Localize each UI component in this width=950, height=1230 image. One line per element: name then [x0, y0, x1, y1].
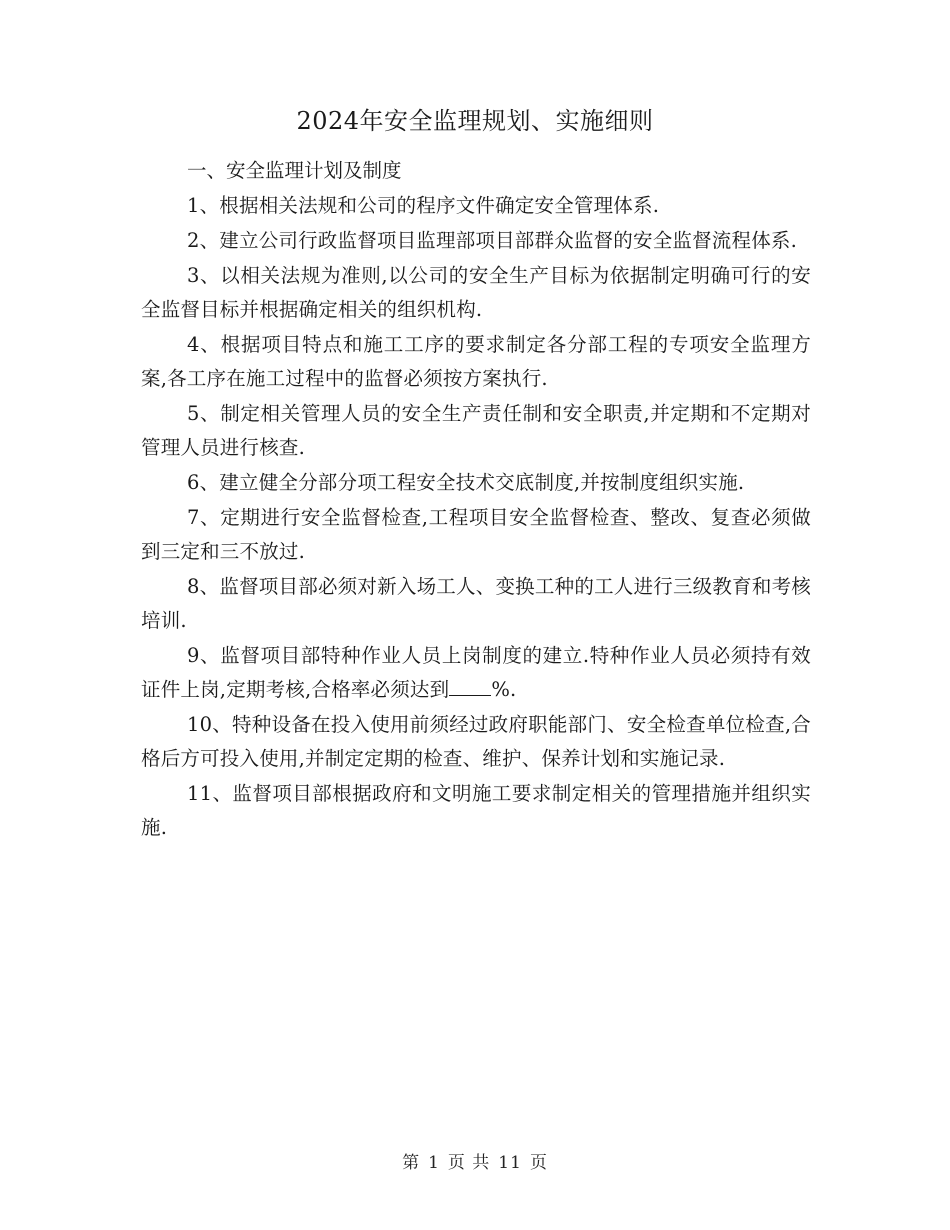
- item-4: 4、根据项目特点和施工工序的要求制定各分部工程的专项安全监理方案,各工序在施工过程中的监督必须按方案执行.: [141, 333, 811, 390]
- footer-total-pages: 11: [498, 1153, 522, 1173]
- page-footer: [0, 1151, 950, 1175]
- item-7: 7、定期进行安全监督检查,工程项目安全监督检查、整改、复查必须做到三定和三不放过.: [141, 506, 811, 563]
- item-1: 1、根据相关法规和公司的程序文件确定安全管理体系.: [187, 194, 660, 217]
- item-9: [141, 639, 811, 708]
- item-10: 10、特种设备在投入使用前须经过政府职能部门、安全检查单位检查,合格后方可投入使用,并制定定期的检查、维护、保养计划和实施记录.: [141, 713, 811, 770]
- footer-prefix: 第: [402, 1153, 421, 1173]
- item-5: 5、制定相关管理人员的安全生产责任制和安全职责,并定期和不定期对管理人员进行核查.: [141, 402, 811, 459]
- item-6: 6、建立健全分部分项工程安全技术交底制度,并按制度组织实施.: [187, 471, 745, 494]
- item-11: 11、监督项目部根据政府和文明施工要求制定相关的管理措施并组织实施.: [141, 782, 811, 839]
- item-9-text: 9、监督项目部特种作业人员上岗制度的建立.特种作业人员必须持有效证件上岗,定期考核,合格率必须达到: [141, 644, 811, 701]
- item-9-suffix: %.: [491, 678, 517, 701]
- fill-in-blank: [449, 677, 491, 696]
- section-heading: 一、安全监理计划及制度: [187, 159, 402, 182]
- document-body: [141, 154, 811, 846]
- item-8: 8、监督项目部必须对新入场工人、变换工种的工人进行三级教育和考核培训.: [141, 575, 811, 632]
- footer-page-number: 1: [428, 1153, 440, 1173]
- footer-mid: 页 共: [447, 1153, 491, 1173]
- item-2: 2、建立公司行政监督项目监理部项目部群众监督的安全监督流程体系.: [187, 229, 798, 252]
- document-title: 2024年安全监理规划、实施细则: [296, 107, 654, 135]
- footer-suffix: 页: [529, 1153, 548, 1173]
- item-3: 3、以相关法规为准则,以公司的安全生产目标为依据制定明确可行的安全监督目标并根据确定相关的组织机构.: [141, 264, 811, 321]
